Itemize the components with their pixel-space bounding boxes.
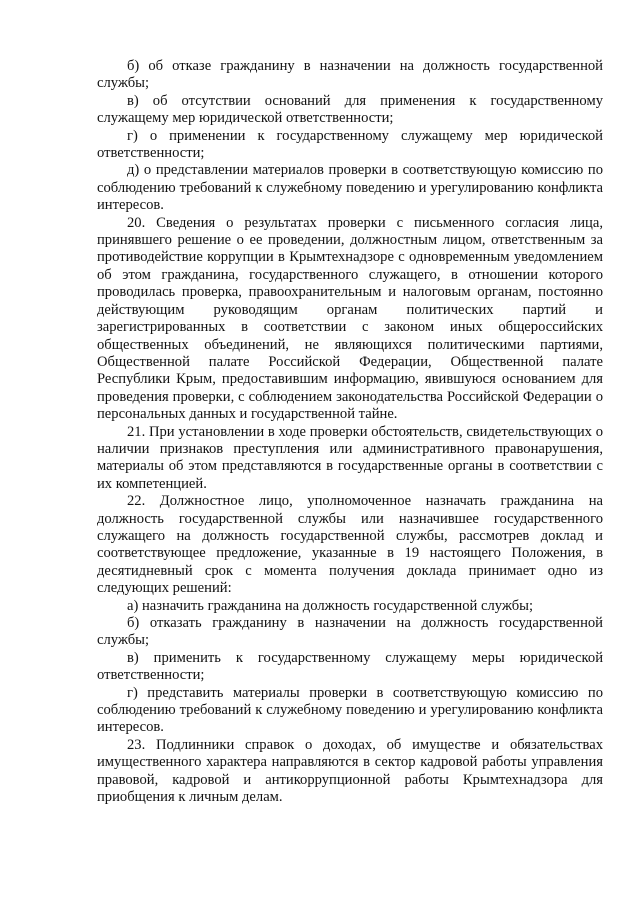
paragraph-23: 23. Подлинники справок о доходах, об имуществе и обязательствах имущественного характера направляются в сектор кадровой работы управления правовой, кадровой и антикоррупционной работы Крымтехнадзора для приобщения к личным делам.	[97, 736, 603, 806]
paragraph-item-g: г) о применении к государственному служащему мер юридической ответственности;	[97, 127, 603, 162]
document-page	[97, 58, 603, 806]
paragraph-22: 22. Должностное лицо, уполномоченное назначать гражданина на должность государственной службы или назначившее государственного служащего на должность государственной службы, рассмотрев доклад и соответствующее предложение, указанные в 19 настоящего Положения, в десятидневный срок с момента получения доклада принимает одно из следующих решений:	[97, 493, 603, 597]
paragraph-21: 21. При установлении в ходе проверки обстоятельств, свидетельствующих о наличии признаков преступления или административного правонарушения, материалы об этом представляются в государственные органы в соответствии с их компетенцией.	[97, 423, 603, 492]
paragraph-item-b: б) об отказе гражданину в назначении на должность государственной службы;	[97, 58, 603, 92]
paragraph-22-a: а) назначить гражданина на должность государственной службы;	[127, 597, 534, 614]
paragraph-item-d: д) о представлении материалов проверки в соответствующую комиссию по соблюдению требований к служебному поведению и урегулированию конфликта интересов.	[97, 162, 603, 214]
paragraph-20: 20. Сведения о результатах проверки с письменного согласия лица, принявшего решение о ее проведении, должностным лицом, ответственным за противодействие коррупции в Крымтехнадзоре с одновременным уведомлением об этом гражданина, государственного служащего, в отношении которого проводилась проверка, правоохранительным и налоговым органам, постоянно действующим руководящим органам политических партий и зарегистрированных в соответствии с законом иных общероссийских общественных объединений, не являющихся политическими партиями, Общественной палате Российской Федерации, Общественной палате Республики Крым, предоставившим информацию, явившуюся основанием для проведения проверки, с соблюдением законодательства Российской Федерации о персональных данных и государственной тайне.	[97, 214, 603, 423]
paragraph-item-v: в) об отсутствии оснований для применения к государственному служащему мер юридической ответственности;	[97, 92, 603, 127]
paragraph-22-g: г) представить материалы проверки в соответствующую комиссию по соблюдению требований к служебному поведению и урегулированию конфликта интересов.	[97, 684, 603, 736]
paragraph-22-v: в) применить к государственному служащему меры юридической ответственности;	[97, 649, 603, 684]
paragraph-22-b: б) отказать гражданину в назначении на должность государственной службы;	[97, 615, 603, 649]
